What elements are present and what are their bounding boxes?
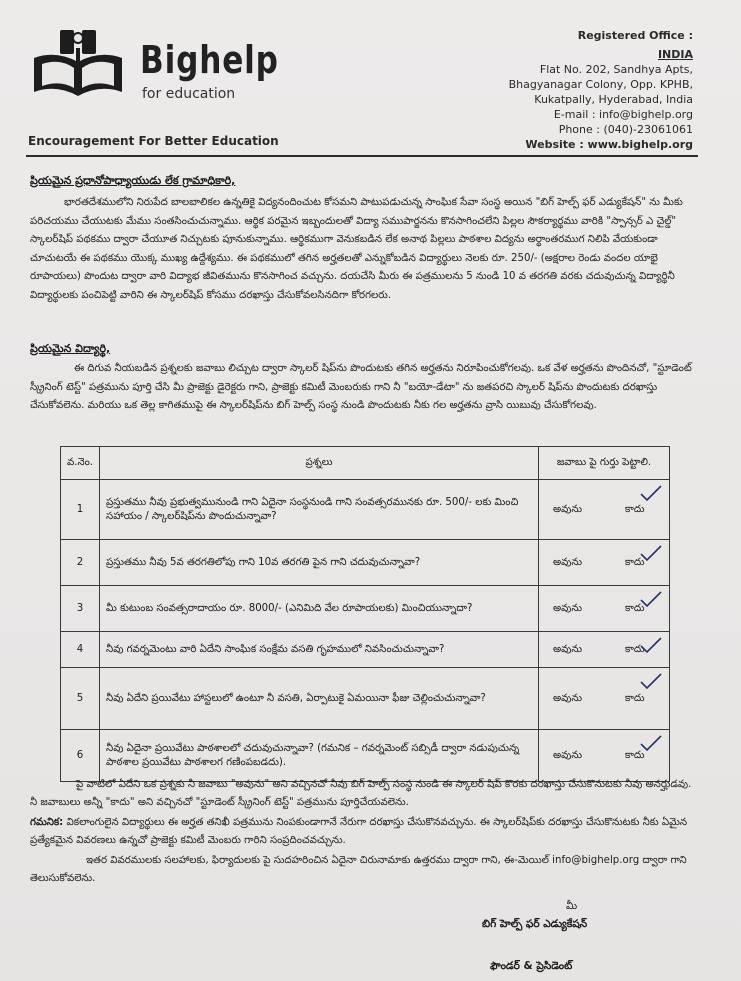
no-option[interactable]: కాదు [625, 556, 645, 568]
table-row [61, 480, 670, 540]
answer-cell [539, 632, 670, 668]
answer-cell [539, 586, 670, 632]
tagline: Encouragement For Better Education [28, 134, 279, 148]
row-number: 1 [61, 480, 100, 540]
yes-option[interactable]: అవును [553, 692, 582, 704]
yes-option[interactable]: అవును [553, 503, 582, 515]
office-email: E-mail : info@bighelp.org [553, 108, 693, 121]
office-address-line: Bhagyanagar Colony, Opp. KPHB, [508, 78, 693, 91]
checkmark-icon [639, 672, 663, 690]
checkmark-icon [639, 590, 663, 608]
checkmark-icon [639, 734, 663, 752]
table-row [61, 632, 670, 668]
row-question: ప్రస్తుతము నీవు 5వ తరగతిలోపు గాని 10వ తరగతి పైన గాని చదువుచున్నావా? [100, 540, 539, 586]
office-address-line: Kukatpally, Hyderabad, India [534, 93, 693, 106]
brand-subtitle: for education [142, 86, 236, 102]
registered-office-block [509, 28, 693, 152]
header-divider [26, 155, 698, 157]
office-address-line: Flat No. 202, Sandhya Apts, [539, 63, 693, 76]
office-title: Registered Office : [577, 29, 693, 42]
row-number: 2 [61, 540, 100, 586]
row-question: ప్రస్తుతము నీవు ప్రభుత్వమునుండి గాని ఏదైనా సంస్థనుండి గాని సంవత్సరమునకు రూ. 500/- లకు మించి సహాయం / స్కాలర్‌షిప్‌ను పొందుచున్నావా? [100, 480, 539, 540]
signature-org: బిగ్ హెల్ప్ ఫర్ ఎడ్యుకేషన్ [482, 918, 588, 930]
note-paragraph [30, 814, 695, 850]
row-question: నీవు ఏదేని ప్రయివేటు హాస్టలులో ఉంటూ నీ వసతి, ఏర్పాటుకై ఏమయినా ఫీజు చెల్లించుచున్నావా? [100, 668, 539, 730]
no-option[interactable]: కాదు [625, 643, 645, 655]
office-phone: Phone : (040)-23061061 [558, 123, 693, 136]
table-row [61, 730, 670, 782]
book-lamp-logo-icon [30, 28, 126, 98]
no-option[interactable]: కాదు [625, 749, 645, 761]
contact-paragraph: ఇతర వివరములకు సలహాలకు, ఫిర్యాదులకు పై సుదహరించిన ఏదైనా చిరునామాకు ఉత్తరము ద్వారా గాని, ఈ-మెయిల్ info@bighelp.org ద్వారా గాని తెలుసుకోవలెను. [30, 855, 687, 884]
salutation-student: ప్రియమైన విద్యార్థి, [30, 342, 111, 355]
student-paragraph: ఈ దిగువ నీయబడిన ప్రశ్నలకు జవాబు లిచ్చుట ద్వారా స్కాలర్ షిప్‌ను పొందుటకు తగిన అర్హతను నిరూపించుకోగలవు. ఒక వేళ అర్హతను పొందినచో, "స్టూడెంట్ స్క్రీనింగ్ టెస్ట్" పత్రమును పూర్తి చేసి మీ ప్రాజెక్టు డైరెక్టరు గాని, ప్రాజెక్టు కమిటీ మెంబరుకు గాని నీ "బయో-డేటా" ను జతపరచి స్కాలర్ షిప్‌ను పొందుటకు దరఖాస్తు చేసుకోవలెను. మరియు ఒక తెల్ల కాగితముపై ఈ స్కాలర్‌షిప్‌ను బిగ్ హెల్ప్ సంస్థ నుండి పొందుటకు నీకు గల అర్హతను వ్రాసి యిబువు చేసుకోగలవు. [30, 363, 692, 412]
yes-option[interactable]: అవును [553, 643, 582, 655]
row-question: నీవు ఏదైనా ప్రయివేటు పాఠశాలలో చదువుచున్నావా? (గమనిక – గవర్నమెంట్ సబ్సిడీ ద్వారా నడుపుచున్న పాఠశాల ప్రయివేటు పాఠశాలగ గణింపబడదు). [100, 730, 539, 782]
no-option[interactable]: కాదు [625, 692, 645, 704]
note-text: వికలాంగులైన విద్యార్థులు ఈ అర్హత తనిఖీ పత్రమును నింపకుండాగానే నేరుగా దరఖాస్తు చేసుకొనవచ్చును. ఈ స్కాలర్‌షిప్‌కు దరఖాస్తు చేసుకొనుటకు నీకు ఏమైన ప్రత్యేకమైన వివరణలు ఉన్నచో ప్రాజెక్టు కమిటీ మెంబరు గారిని సంప్రదించవచ్చును. [30, 817, 688, 846]
brand-name: Bighelp [140, 38, 279, 82]
checkmark-icon [639, 484, 663, 502]
result-paragraph: పై వాటిలో ఏదేని ఒక ప్రశ్నకు నీ జవాబు "అవును" అని వచ్చినచో నీవు బిగ్ హెల్ప్ సంస్థ నుండి ఈ స్కాలర్ షిప్ కొరకు దరఖాస్తు చేసుకొనుటకు నీవు అనర్హుడవు. నీ జవాబులు అన్నీ "కాదు" అని వచ్చినచో "స్టూడెంట్ స్క్రీనింగ్ టెస్ట్" పత్రమును పూర్తిచేయవలెను. [30, 779, 692, 808]
row-question: మీ కుటుంబ సంవత్సరాదాయం రూ. 8000/- (ఎనిమిది వేల రూపాయలకు) మించియున్నాదా? [100, 586, 539, 632]
yes-option[interactable]: అవును [553, 556, 582, 568]
eligibility-table [60, 446, 670, 782]
no-option[interactable]: కాదు [625, 602, 645, 614]
header-serial: వ.నెం. [61, 447, 100, 480]
no-option[interactable]: కాదు [625, 503, 645, 515]
table-row [61, 540, 670, 586]
signature-yours: మీ [566, 900, 578, 912]
table-header-row [61, 447, 670, 480]
row-question: నీవు గవర్నమెంటు వారి ఏదేని సాంఘిక సంక్షేమ వసతి గృహములో నివసించుచున్నావా? [100, 632, 539, 668]
header-answer: జవాబు పై గుర్తు పెట్టాలి. [539, 447, 670, 480]
signature-title: ఫౌండర్ & ప్రెసిడెంట్ [490, 960, 573, 972]
yes-option[interactable]: అవును [553, 602, 582, 614]
answer-cell [539, 668, 670, 730]
salutation-headmaster: ప్రియమైన ప్రధానోపాధ్యాయుడు లేక గ్రామాధికారి, [30, 174, 236, 187]
table-row [61, 668, 670, 730]
checkmark-icon [639, 636, 663, 654]
answer-cell [539, 480, 670, 540]
header-questions: ప్రశ్నలు [100, 447, 539, 480]
office-website: Website : www.bighelp.org [525, 138, 693, 151]
row-number: 5 [61, 668, 100, 730]
row-number: 4 [61, 632, 100, 668]
checkmark-icon [639, 544, 663, 562]
table-row [61, 586, 670, 632]
answer-cell [539, 540, 670, 586]
office-country: INDIA [657, 48, 693, 61]
answer-cell [539, 730, 670, 782]
note-label: గమనిక: [30, 817, 64, 828]
yes-option[interactable]: అవును [553, 749, 582, 761]
intro-paragraph: భారతదేశములోని నిరుపేద బాలబాలికల ఉన్నతికై విద్యనందించుట కోసమని పాటుపడుచున్న సాంఘిక సేవా సంస్థ అయిన "బిగ్ హెల్ప్ ఫర్ ఎడ్యుకేషన్" ను మీకు పరిచయము చేయుటకు మేము సంతసించుచున్నాము. ఆర్థిక పరమైన ఇబ్బందులతో విద్యా సముపార్జనను కొనసాగించలేని పిల్లల సౌకర్యార్థము వారికి "స్పాన్సర్ ఎ చైల్డ్" స్కాలర్‌షిప్ పథకము ద్వారా చేయూత నిచ్చుటకు పూనుకున్నాము. ఆర్థికముగా వెనుకబడిన లేక అనాథ పిల్లలు పాఠశాల విద్యను అర్థాంతరముగ నిలిపి వేయకుండా చూచుటయే ఈ పథకము యొక్క ముఖ్య ఉద్దేశ్యము. ఈ పథకములో తగిన అర్హతలతో ఎన్నుకోబడిన విద్యార్థులు నెలకు రూ. 250/- (అక్షరాల రెండు వందల యాభై రూపాయలు) పొందుట ద్వారా వారి విద్యాభ జీవితమును కొనసాగించ వచ్చును. దయచేసి మీరు ఈ పత్రములను 5 నుండి 10 వ తరగతి వరకు చదువుచున్న విద్యార్థినీ విద్యార్థులకు పంచిపెట్టి వారిని ఈ స్కాలర్‌షిప్ కోసము దరఖాస్తు చేసుకోవలసినదిగా కోరగలరు. [30, 197, 683, 301]
row-number: 3 [61, 586, 100, 632]
row-number: 6 [61, 730, 100, 782]
